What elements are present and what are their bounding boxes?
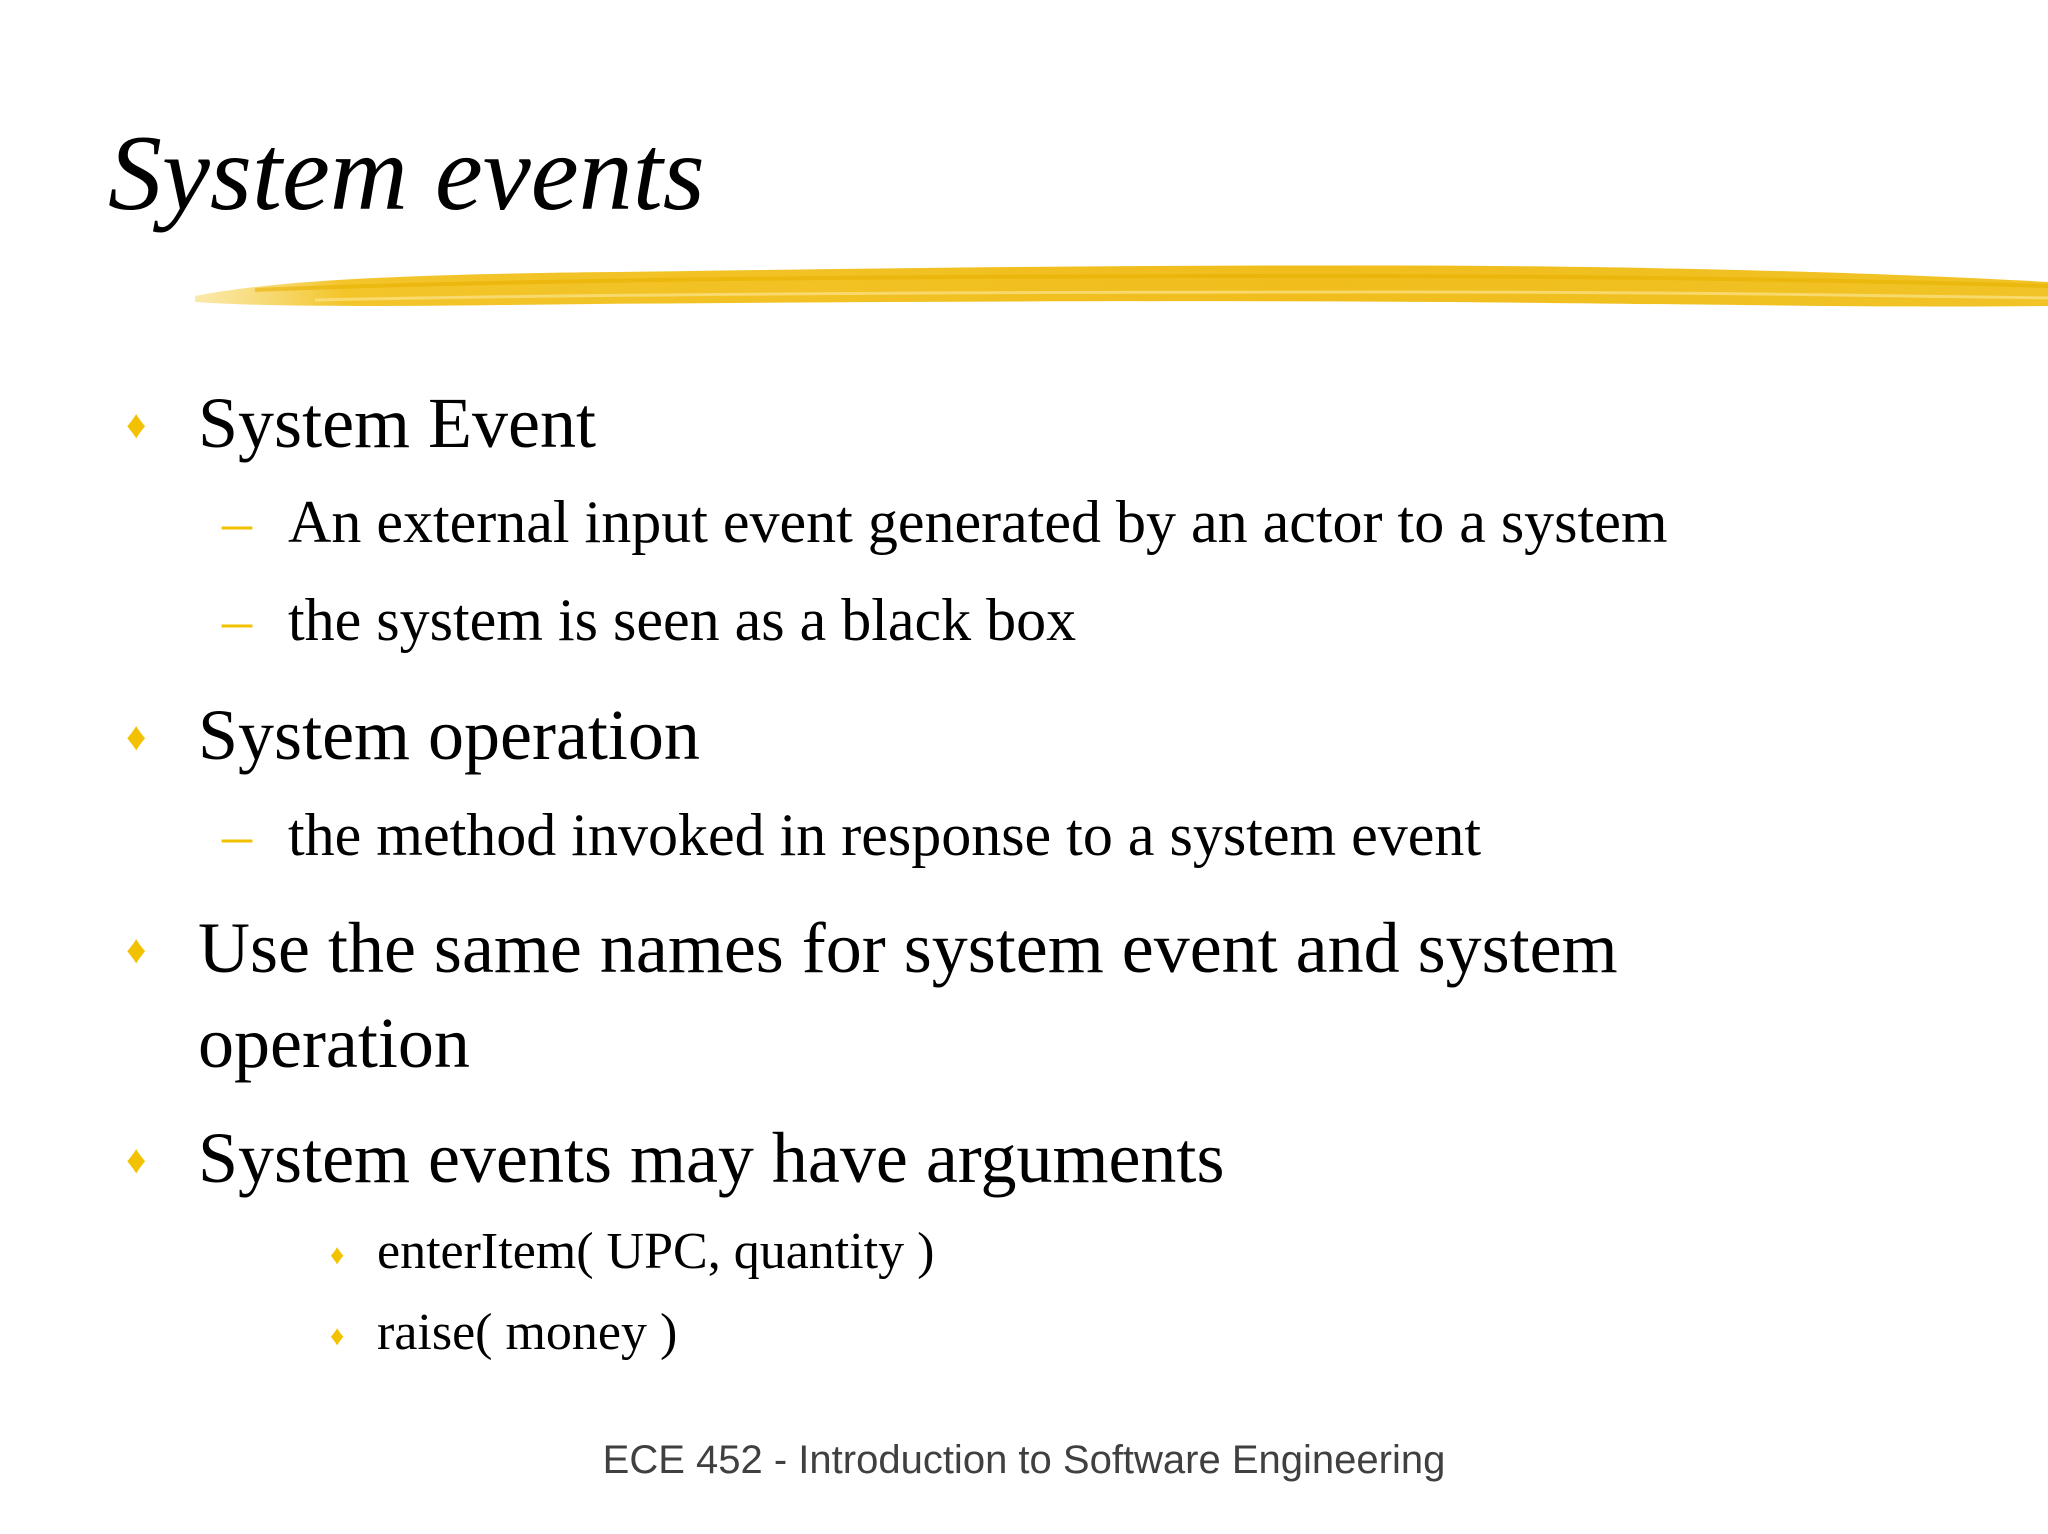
diamond-bullet-icon: ♦ xyxy=(126,402,147,447)
bullet-text: operation xyxy=(198,1003,470,1083)
slide-title: System events xyxy=(108,114,705,233)
dash-bullet-icon: – xyxy=(222,587,252,653)
sub-bullet-text: An external input event generated by an actor to a system xyxy=(288,489,1668,555)
dash-bullet-icon: – xyxy=(222,489,252,555)
small-diamond-bullet-icon: ♦ xyxy=(330,1240,345,1271)
bullet-text-continuation xyxy=(198,995,470,1091)
slide-footer: ECE 452 - Introduction to Software Engineering xyxy=(602,1438,1446,1482)
sub-sub-bullet-text: enterItem( UPC, quantity ) xyxy=(377,1223,935,1280)
sub-bullet-item xyxy=(222,580,1077,660)
sub-bullet-text: the system is seen as a black box xyxy=(288,587,1077,653)
bullet-text: Use the same names for system event and system xyxy=(198,908,1618,988)
sub-bullet-text: the method invoked in response to a system event xyxy=(288,802,1482,868)
sub-bullet-item xyxy=(222,795,1482,875)
diamond-bullet-icon: ♦ xyxy=(126,1137,147,1182)
sub-sub-bullet-item xyxy=(330,1298,678,1368)
sub-sub-bullet-item xyxy=(330,1217,935,1287)
diamond-bullet-icon: ♦ xyxy=(126,714,147,759)
bullet-item xyxy=(126,375,596,471)
bullet-item xyxy=(126,687,700,783)
small-diamond-bullet-icon: ♦ xyxy=(330,1321,345,1352)
dash-bullet-icon: – xyxy=(222,802,252,868)
bullet-item xyxy=(126,900,1618,996)
diamond-bullet-icon: ♦ xyxy=(126,927,147,972)
bullet-text: System Event xyxy=(198,383,596,463)
sub-bullet-item xyxy=(222,482,1668,562)
bullet-text: System operation xyxy=(198,695,700,775)
sub-sub-bullet-text: raise( money ) xyxy=(377,1304,678,1361)
bullet-text: System events may have arguments xyxy=(198,1118,1225,1198)
bullet-item xyxy=(126,1110,1225,1206)
